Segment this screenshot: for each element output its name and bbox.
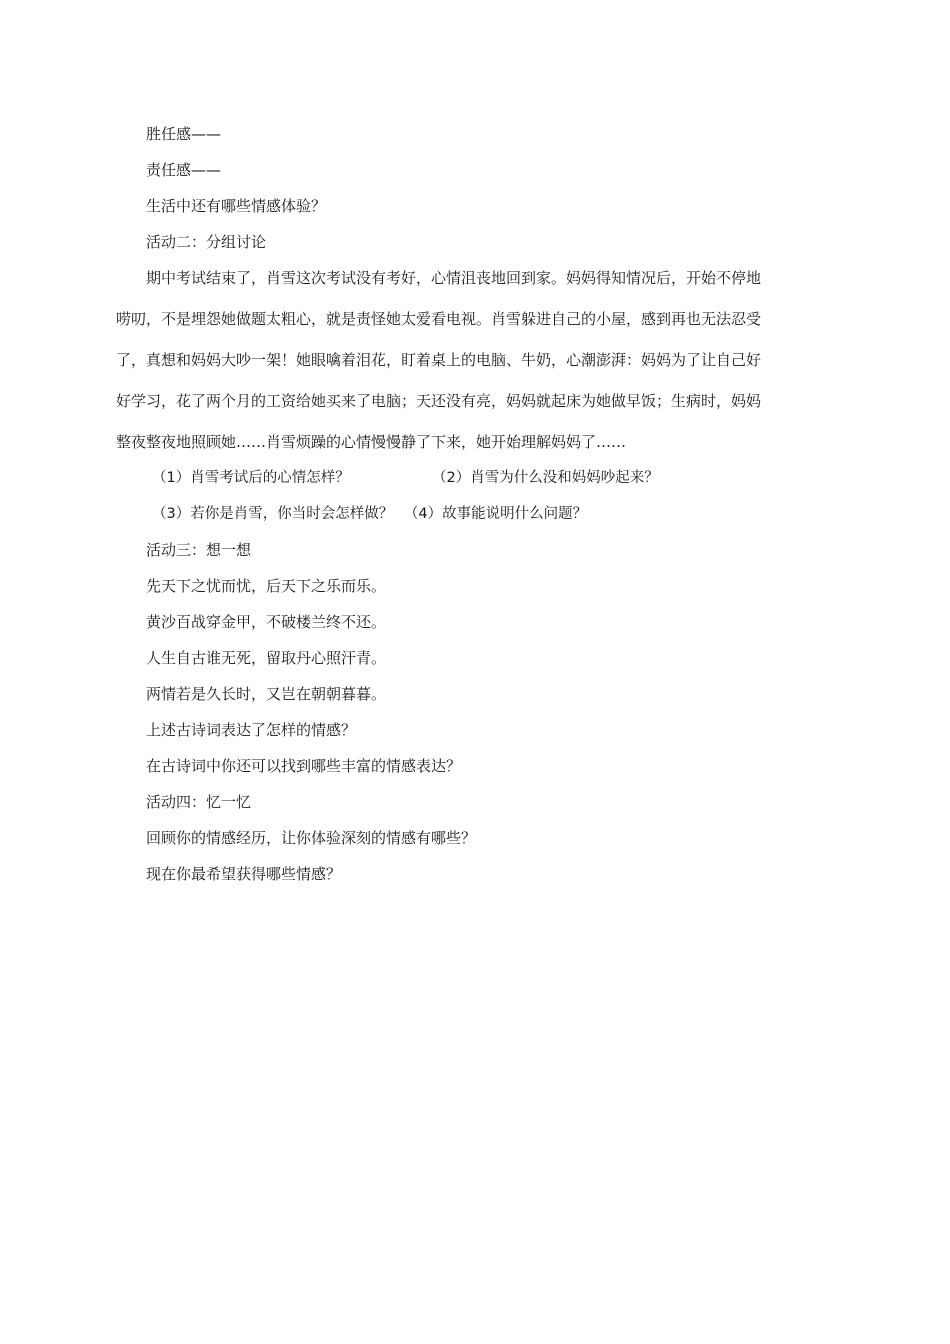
text-line-question-emotions: 生活中还有哪些情感体验？ — [146, 197, 327, 215]
story-line: 唠叨，不是埋怨她做题太粗心，就是责怪她太爱看电视。肖雪躲进自己的小屋，感到再也无法忍受 — [116, 310, 762, 328]
text-line-reflection-question: 现在你最希望获得哪些情感？ — [146, 865, 342, 883]
document-body — [116, 124, 836, 900]
text-line-competence: 胜任感—— — [146, 125, 222, 143]
poem-line: 两情若是久长时，又岂在朝朝暮暮。 — [146, 685, 387, 703]
question-1: （1）肖雪考试后的心情怎样？ — [152, 470, 350, 486]
heading-activity-four: 活动四：忆一忆 — [146, 793, 252, 811]
story-line: 整夜整夜地照顾她……肖雪烦躁的心情慢慢静了下来，她开始理解妈妈了…… — [116, 433, 627, 451]
poem-line: 先天下之忧而忧，后天下之乐而乐。 — [146, 577, 387, 595]
question-3: （3）若你是肖雪，你当时会怎样做？ — [152, 506, 394, 522]
heading-activity-two: 活动二：分组讨论 — [146, 233, 267, 251]
story-paragraph — [116, 268, 836, 452]
question-2: （2）肖雪为什么没和妈妈吵起来？ — [432, 470, 659, 486]
story-line: 了，真想和妈妈大吵一架！她眼噙着泪花，盯着桌上的电脑、牛奶，心潮澎湃：妈妈为了让自己好 — [116, 351, 762, 369]
question-4: （4）故事能说明什么问题？ — [403, 506, 588, 522]
story-line: 好学习，花了两个月的工资给她买来了电脑；天还没有亮，妈妈就起床为她做早饭；生病时，妈妈 — [116, 392, 762, 410]
text-line-responsibility: 责任感—— — [146, 161, 222, 179]
text-line-poem-question: 在古诗词中你还可以找到哪些丰富的情感表达？ — [146, 757, 462, 775]
question-row-2 — [116, 504, 836, 524]
heading-activity-three: 活动三：想一想 — [146, 541, 252, 559]
poem-line: 人生自古谁无死，留取丹心照汗青。 — [146, 649, 387, 667]
story-line: 期中考试结束了，肖雪这次考试没有考好，心情沮丧地回到家。妈妈得知情况后，开始不停地 — [146, 269, 762, 287]
text-line-poem-question: 上述古诗词表达了怎样的情感？ — [146, 721, 357, 739]
poem-line: 黄沙百战穿金甲，不破楼兰终不还。 — [146, 613, 387, 631]
question-row-1 — [116, 468, 836, 488]
text-line-reflection-question: 回顾你的情感经历，让你体验深刻的情感有哪些？ — [146, 829, 477, 847]
